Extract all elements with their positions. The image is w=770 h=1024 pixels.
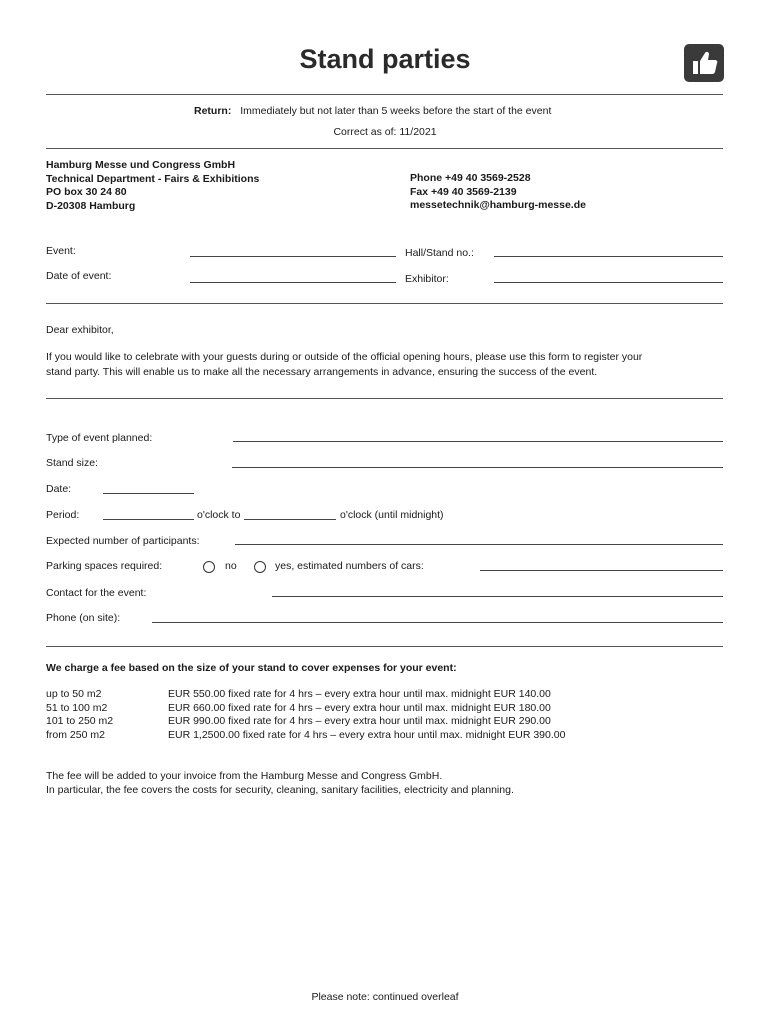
exhibitor-label: Exhibitor: xyxy=(405,273,449,285)
thumbs-up-icon xyxy=(684,44,724,82)
return-text: Immediately but not later than 5 weeks before the start of the event xyxy=(240,105,552,117)
divider xyxy=(46,148,723,149)
fee-note: In particular, the fee covers the costs for security, cleaning, sanitary facilities, electricity and planning. xyxy=(46,783,514,796)
divider xyxy=(46,646,723,647)
intro-line: If you would like to celebrate with your guests during or outside of the official opening hours, please use this form to register your xyxy=(46,351,643,363)
page-title: Stand parties xyxy=(299,44,471,74)
fee-text: EUR 550.00 fixed rate for 4 hrs – every extra hour until max. midnight EUR 140.00 xyxy=(168,688,551,700)
participants-label: Expected number of participants: xyxy=(46,535,200,547)
salutation: Dear exhibitor, xyxy=(46,324,114,336)
contact-phone: Phone +49 40 3569-2528 xyxy=(410,172,531,184)
divider xyxy=(46,94,723,95)
contact-fax: Fax +49 40 3569-2139 xyxy=(410,185,517,198)
fee-size: from 250 m2 xyxy=(46,728,105,741)
fee-size: 101 to 250 m2 xyxy=(46,715,114,727)
period-end-field[interactable] xyxy=(244,519,336,520)
intro-line: stand party. This will enable us to make all the necessary arrangements in advance, ensuring the success of the event. xyxy=(46,365,598,378)
divider xyxy=(46,303,723,304)
fee-text: EUR 990.00 fixed rate for 4 hrs – every extra hour until max. midnight EUR 290.00 xyxy=(168,715,551,727)
fee-note: The fee will be added to your invoice from the Hamburg Messe and Congress GmbH. xyxy=(46,770,443,782)
event-field[interactable] xyxy=(190,256,396,257)
type-of-event-label: Type of event planned: xyxy=(46,432,153,444)
hall-stand-label: Hall/Stand no.: xyxy=(405,247,474,259)
address-line: PO box 30 24 80 xyxy=(46,186,127,198)
fee-texts xyxy=(168,688,565,742)
fee-text: EUR 1,2500.00 fixed rate for 4 hrs – every extra hour until max. midnight EUR 390.00 xyxy=(168,728,566,741)
stand-size-label: Stand size: xyxy=(46,457,98,469)
hall-stand-field[interactable] xyxy=(494,256,723,257)
divider xyxy=(46,398,723,399)
address-line: Hamburg Messe und Congress GmbH xyxy=(46,159,236,171)
oclock-to-label: o'clock to xyxy=(197,509,241,521)
event-label: Event: xyxy=(46,245,76,257)
type-of-event-field[interactable] xyxy=(233,441,723,442)
parking-no-radio[interactable] xyxy=(203,561,215,573)
fee-notes xyxy=(46,770,514,797)
fee-size: 51 to 100 m2 xyxy=(46,701,108,714)
participants-field[interactable] xyxy=(235,544,723,545)
period-start-field[interactable] xyxy=(103,519,194,520)
contact-block xyxy=(410,172,586,213)
contact-label: Contact for the event: xyxy=(46,587,147,599)
address-block xyxy=(46,159,259,213)
contact-email: messetechnik@hamburg-messe.de xyxy=(410,199,586,211)
period-label: Period: xyxy=(46,509,80,521)
intro-text xyxy=(46,350,642,379)
fee-sizes xyxy=(46,688,113,742)
footer-note: Please note: continued overleaf xyxy=(311,991,459,1003)
phone-on-site-label: Phone (on site): xyxy=(46,612,121,624)
stand-size-field[interactable] xyxy=(232,467,723,468)
address-line: D-20308 Hamburg xyxy=(46,199,136,212)
fee-text: EUR 660.00 fixed rate for 4 hrs – every extra hour until max. midnight EUR 180.00 xyxy=(168,701,551,714)
parking-no-label: no xyxy=(225,560,237,572)
date-label: Date: xyxy=(46,483,72,495)
fee-size: up to 50 m2 xyxy=(46,688,102,700)
parking-cars-field[interactable] xyxy=(480,570,723,571)
fees-heading: We charge a fee based on the size of your stand to cover expenses for your event: xyxy=(46,662,457,674)
parking-label: Parking spaces required: xyxy=(46,560,163,572)
address-line: Technical Department - Fairs & Exhibitions xyxy=(46,172,260,185)
date-field[interactable] xyxy=(103,493,194,494)
correct-as-of: Correct as of: 11/2021 xyxy=(333,126,437,138)
oclock-until-label: o'clock (until midnight) xyxy=(340,509,444,521)
parking-yes-radio[interactable] xyxy=(254,561,266,573)
date-of-event-field[interactable] xyxy=(190,282,396,283)
date-of-event-label: Date of event: xyxy=(46,270,112,282)
phone-on-site-field[interactable] xyxy=(152,622,723,623)
parking-yes-label: yes, estimated numbers of cars: xyxy=(275,560,424,572)
contact-field[interactable] xyxy=(272,596,723,597)
return-label: Return: xyxy=(194,105,232,117)
exhibitor-field[interactable] xyxy=(494,282,723,283)
